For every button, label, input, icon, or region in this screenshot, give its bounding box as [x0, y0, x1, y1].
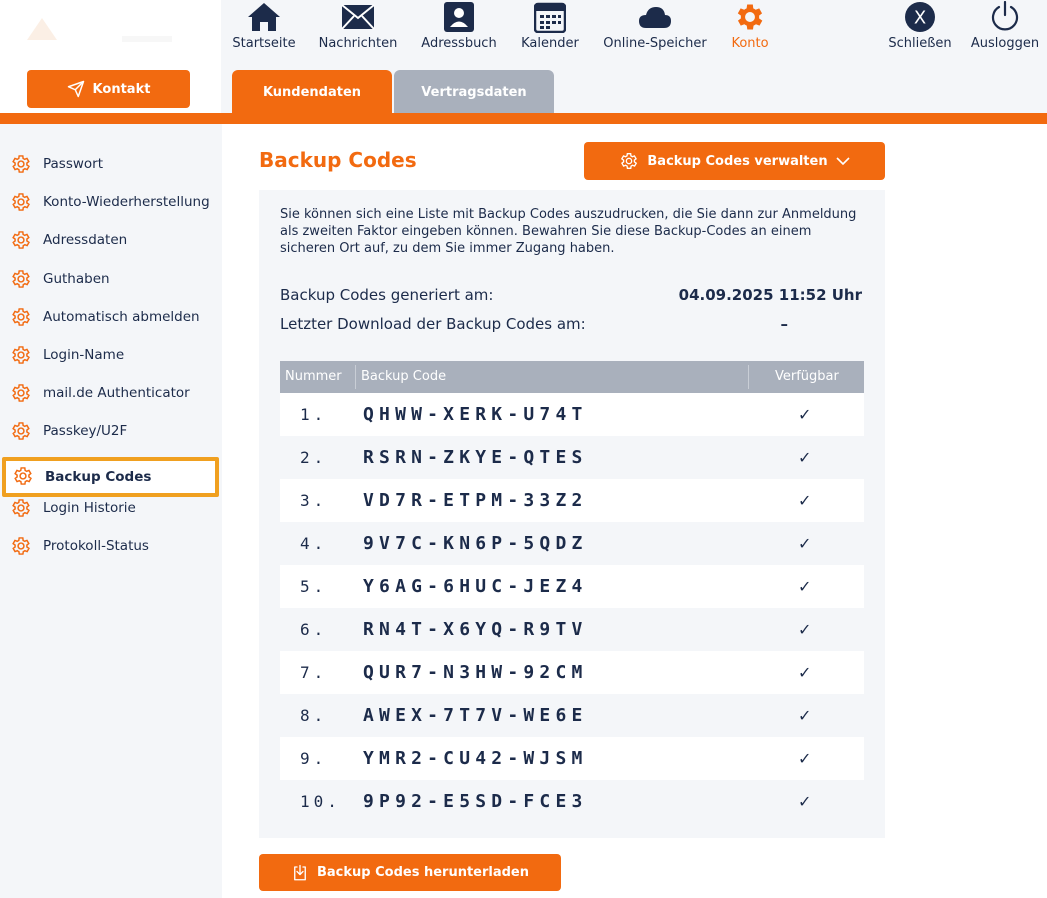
backup-code: RN4T-X6YQ-R9TV — [363, 619, 588, 640]
sidebar-item-label: Passwort — [43, 156, 104, 172]
table-row — [280, 565, 864, 608]
nav-konto[interactable] — [726, 0, 774, 56]
sidebar-item-label: Login-Name — [43, 347, 125, 363]
gear-icon — [10, 382, 32, 408]
tab-kundendaten[interactable] — [232, 70, 392, 114]
sidebar-item-protokoll-status[interactable] — [0, 527, 222, 565]
gear-icon — [10, 229, 32, 255]
gear-icon — [12, 465, 34, 491]
available-check: ✓ — [798, 577, 812, 596]
row-number: 1. — [300, 405, 328, 424]
envelope-icon — [341, 4, 375, 30]
table-row — [280, 608, 864, 651]
manage-label: Backup Codes verwalten — [647, 153, 828, 169]
gear-icon — [10, 268, 32, 294]
column-separator — [748, 365, 749, 389]
sidebar-item-konto-wiederherstellung[interactable] — [0, 183, 222, 221]
row-number: 7. — [300, 663, 328, 682]
download-label: Backup Codes herunterladen — [316, 865, 530, 880]
column-header-backup-code: Backup Code — [361, 369, 447, 384]
manage-backup-codes-button[interactable] — [584, 142, 885, 180]
sidebar-item-adressdaten[interactable] — [0, 221, 222, 259]
row-number: 9. — [300, 749, 328, 768]
nav-ausloggen[interactable] — [969, 0, 1041, 56]
calendar-icon — [534, 1, 566, 33]
backup-code: VD7R-ETPM-33Z2 — [363, 490, 588, 511]
gear-icon — [10, 306, 32, 332]
home-icon — [247, 2, 281, 32]
table-row — [280, 780, 864, 823]
nav-adressbuch[interactable] — [419, 0, 499, 56]
chevron-down-icon — [836, 156, 850, 166]
sidebar-item-label: Automatisch abmelden — [43, 308, 200, 325]
sidebar-item-label: mail.de Authenticator — [43, 385, 190, 402]
table-row — [280, 651, 864, 694]
row-number: 10. — [300, 792, 341, 811]
nav-kalender[interactable] — [519, 0, 581, 56]
available-check: ✓ — [798, 448, 812, 467]
send-icon — [67, 80, 85, 98]
generated-value: 04.09.2025 11:52 Uhr — [678, 286, 862, 304]
row-number: 3. — [300, 491, 328, 510]
description-text: Sie können sich eine Liste mit Backup Codes auszudrucken, die Sie dann zur Anmeldung als zweiten Faktor eingeben können. Bewahren Sie diese Backup-Codes an einem sicheren Ort auf, zu dem Sie immer Zugang haben. — [280, 207, 857, 256]
gear-icon — [733, 0, 767, 34]
table-header — [280, 361, 864, 393]
header-divider — [0, 113, 1047, 124]
address-book-icon — [443, 1, 475, 33]
backup-code: QHWW-XERK-U74T — [363, 404, 588, 425]
nav-label: Online-Speicher — [603, 36, 707, 51]
download-backup-codes-button[interactable] — [259, 854, 561, 891]
backup-code: RSRN-ZKYE-QTES — [363, 447, 588, 468]
table-row — [280, 479, 864, 522]
gear-icon — [10, 153, 32, 179]
nav-label: Adressbuch — [421, 36, 497, 51]
contact-label: Kontakt — [92, 81, 151, 97]
backup-code: Y6AG-6HUC-JEZ4 — [363, 576, 588, 597]
gear-icon — [10, 344, 32, 370]
sidebar-item-label: Login Historie — [43, 499, 136, 516]
close-icon — [904, 1, 936, 33]
tab-vertragsdaten[interactable] — [394, 70, 554, 114]
logo-icon — [22, 10, 182, 50]
sidebar-item-label: Adressdaten — [43, 232, 128, 249]
available-check: ✓ — [798, 706, 812, 725]
gear-icon — [10, 497, 32, 523]
nav-label: Konto — [731, 36, 769, 51]
nav-schliessen[interactable] — [887, 0, 953, 56]
sidebar-item-passwort[interactable] — [0, 145, 222, 183]
available-check: ✓ — [798, 749, 812, 768]
sidebar-item-mail-de-authenticator[interactable] — [0, 374, 222, 412]
power-icon — [989, 1, 1021, 33]
last-download-value: – — [780, 315, 788, 333]
backup-code: AWEX-7T7V-WE6E — [363, 705, 588, 726]
backup-code: 9P92-E5SD-FCE3 — [363, 791, 588, 812]
sidebar-item-label: Passkey/U2F — [43, 423, 128, 440]
sidebar-item-passkey-u2f[interactable] — [0, 412, 222, 450]
table-body — [280, 393, 864, 823]
gear-icon — [10, 191, 32, 217]
sidebar-item-label: Guthaben — [43, 270, 110, 287]
sidebar-item-login-name[interactable] — [0, 336, 222, 374]
nav-label: Nachrichten — [318, 36, 398, 51]
nav-nachrichten[interactable] — [317, 0, 399, 56]
generated-label: Backup Codes generiert am: — [280, 286, 494, 304]
available-check: ✓ — [798, 491, 812, 510]
gear-icon — [10, 535, 32, 561]
logo-area — [0, 0, 221, 114]
nav-label: Startseite — [232, 36, 296, 51]
tab-label: Kundendaten — [262, 84, 362, 100]
nav-online-speicher[interactable] — [601, 0, 709, 56]
nav-label: Schließen — [888, 36, 952, 51]
cloud-icon — [638, 5, 672, 29]
available-check: ✓ — [798, 405, 812, 424]
table-row — [280, 393, 864, 436]
row-number: 8. — [300, 706, 328, 725]
sidebar-item-label: Backup Codes — [45, 468, 152, 485]
backup-code: QUR7-N3HW-92CM — [363, 662, 588, 683]
available-check: ✓ — [798, 620, 812, 639]
sidebar-item-automatisch-abmelden[interactable] — [0, 298, 222, 336]
table-row — [280, 436, 864, 479]
nav-label: Kalender — [521, 36, 579, 51]
column-separator — [355, 365, 356, 389]
row-number: 2. — [300, 448, 328, 467]
sidebar-item-login-historie[interactable] — [0, 489, 222, 527]
sidebar-item-label: Konto-Wiederherstellung — [43, 194, 210, 211]
close-glyph: X — [913, 7, 927, 29]
nav-label: Ausloggen — [970, 36, 1040, 51]
available-check: ✓ — [798, 792, 812, 811]
available-check: ✓ — [798, 663, 812, 682]
backup-code: YMR2-CU42-WJSM — [363, 748, 588, 769]
gear-icon — [10, 420, 32, 446]
sidebar-item-guthaben[interactable] — [0, 260, 222, 298]
row-number: 6. — [300, 620, 328, 639]
table-row — [280, 737, 864, 780]
nav-startseite[interactable] — [232, 0, 296, 56]
column-header-verfuegbar: Verfügbar — [775, 369, 839, 384]
table-row — [280, 694, 864, 737]
tab-label: Vertragsdaten — [421, 84, 527, 100]
backup-codes-table — [280, 361, 864, 823]
gear-icon — [619, 151, 639, 171]
page-title: Backup Codes — [259, 148, 417, 172]
top-header — [0, 0, 1047, 114]
row-number: 4. — [300, 534, 328, 553]
download-icon — [291, 864, 309, 882]
row-number: 5. — [300, 577, 328, 596]
column-header-nummer: Nummer — [285, 369, 342, 384]
contact-button[interactable] — [27, 70, 190, 108]
table-row — [280, 522, 864, 565]
available-check: ✓ — [798, 534, 812, 553]
last-download-label: Letzter Download der Backup Codes am: — [280, 315, 586, 333]
backup-code: 9V7C-KN6P-5QDZ — [363, 533, 588, 554]
sidebar-item-label: Protokoll-Status — [43, 538, 149, 554]
